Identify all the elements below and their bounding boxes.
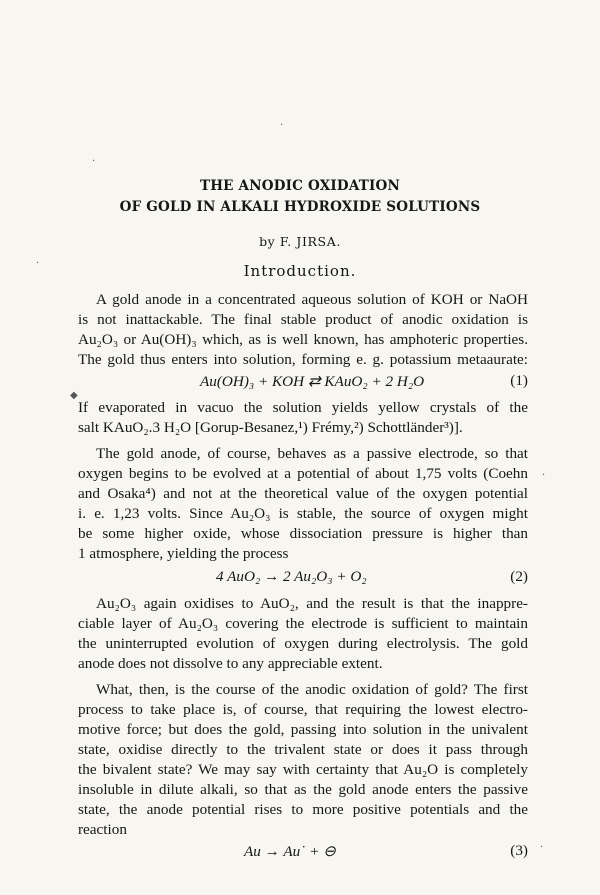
paragraph-5-line: insoluble in dilute alkali, so that as the gold anode enters the passive bbox=[78, 781, 528, 798]
paragraph-2-line: If evaporated in vacuo the solution yields yellow crystals of the bbox=[78, 399, 528, 416]
paragraph-5-line: What, then, is the course of the anodic oxidation of gold? The first bbox=[96, 681, 528, 698]
paragraph-1-line: Au₂O₃ or Au(OH)₃ which, as is well known, has amphoteric properties. bbox=[78, 331, 528, 348]
paragraph-1-line: The gold thus enters into solution, forming e. g. potassium metaaurate: bbox=[78, 351, 528, 368]
scan-speck: ◆ bbox=[70, 390, 78, 401]
paragraph-3-line: be some higher oxide, whose dissociation pressure is higher than bbox=[78, 525, 528, 542]
equation-1-number: (1) bbox=[510, 372, 528, 389]
equation-1-formula: Au(OH)₃ + KOH ⇄ KAuO₂ + 2 H₂O bbox=[200, 373, 425, 390]
paragraph-4-line: the uninterrupted evolution of oxygen during electrolysis. The gold bbox=[78, 635, 528, 652]
title-line-1: THE ANODIC OXIDATION bbox=[199, 178, 401, 194]
paragraph-5-line: reaction bbox=[78, 821, 127, 838]
paragraph-4-line: Au₂O₃ again oxidises to AuO₂, and the result is that the inappre- bbox=[96, 595, 528, 612]
author: by F. JIRSA. bbox=[259, 234, 341, 249]
equation-3 bbox=[78, 842, 528, 864]
equation-2-number: (2) bbox=[510, 568, 528, 585]
paragraph-4-line: anode does not dissolve to any appreciable extent. bbox=[78, 655, 383, 672]
paragraph-5-line: motive force; but does the gold, passing into solution in the univalent bbox=[78, 721, 528, 738]
paragraph-5-line: state, the anode potential rises to more positive potentials and the bbox=[78, 801, 528, 818]
equation-2 bbox=[78, 568, 528, 590]
scan-speck: · bbox=[280, 120, 284, 131]
paragraph-3-line: The gold anode, of course, behaves as a passive electrode, so that bbox=[96, 445, 528, 462]
equation-3-formula: Au → Au˙ + ⊖ bbox=[244, 843, 336, 860]
equation-1 bbox=[78, 372, 528, 394]
paragraph-1-line: A gold anode in a concentrated aqueous solution of KOH or NaOH bbox=[96, 291, 528, 308]
scan-speck: · bbox=[92, 156, 96, 167]
paragraph-1-line: is not inattackable. The final stable product of anodic oxidation is bbox=[78, 311, 528, 328]
paragraph-4-line: ciable layer of Au₂O₃ covering the electrode is sufficient to maintain bbox=[78, 615, 528, 632]
equation-2-formula: 4 AuO₂ → 2 Au₂O₃ + O₂ bbox=[216, 568, 367, 585]
paragraph-5-line: process to take place is, of course, that requiring the lowest electro- bbox=[78, 701, 528, 718]
paragraph-3-line: i. e. 1,23 volts. Since Au₂O₃ is stable, the source of oxygen might bbox=[78, 505, 528, 522]
paragraph-5-line: the bivalent state? We may say with certainty that Au₂O is completely bbox=[78, 761, 528, 778]
paragraph-5-line: state, oxidise directly to the trivalent state or does it pass through bbox=[78, 741, 528, 758]
scan-speck: · bbox=[36, 258, 40, 269]
paragraph-2-line: salt KAuO₂.3 H₂O [Gorup-Besanez,¹) Frémy,²) Schottländer³)]. bbox=[78, 419, 463, 436]
title-line-2: OF GOLD IN ALKALI HYDROXIDE SOLUTIONS bbox=[119, 199, 481, 215]
paragraph-3-line: 1 atmosphere, yielding the process bbox=[78, 545, 289, 562]
paragraph-3-line: and Osaka⁴) and not at the theoretical value of the oxygen potential bbox=[78, 485, 528, 502]
equation-3-number: (3) bbox=[510, 842, 528, 859]
scan-speck: · bbox=[540, 842, 544, 853]
section-heading: Introduction. bbox=[243, 262, 357, 280]
scan-speck: · bbox=[542, 470, 546, 481]
paragraph-3-line: oxygen begins to be evolved at a potential of about 1,75 volts (Coehn bbox=[78, 465, 528, 482]
